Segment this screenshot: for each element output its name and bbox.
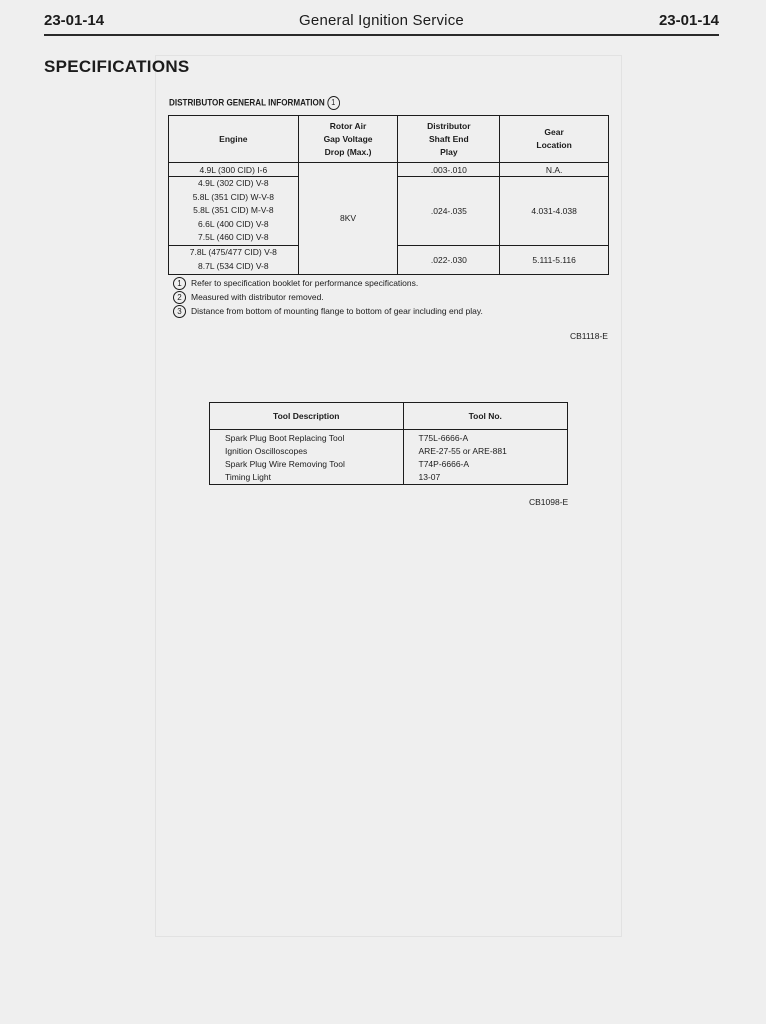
footnote-number: 3 xyxy=(173,305,186,318)
footnote-text: Distance from bottom of mounting flange to bottom of gear including end play. xyxy=(191,306,483,316)
rotor-voltage-cell: 8KV xyxy=(298,163,398,275)
gear-location-cell: 5.111-5.116 xyxy=(500,245,609,274)
gear-location-cell: 4.031-4.038 xyxy=(500,177,609,246)
engine-line: 5.8L (351 CID) M-V-8 xyxy=(193,205,274,215)
header-line: Gap Voltage xyxy=(323,133,373,144)
table-header-row xyxy=(169,116,609,163)
header-line: Distributor xyxy=(427,120,471,131)
tool-description-cell: Spark Plug Wire Removing Tool xyxy=(210,458,404,471)
header-line: Rotor Air xyxy=(329,120,367,131)
footnote-number: 1 xyxy=(173,277,186,290)
shaft-play-cell: .003-.010 xyxy=(398,163,500,177)
footnote-marker: 1 xyxy=(327,96,340,110)
table-row xyxy=(210,445,568,458)
tool-description-cell: Spark Plug Boot Replacing Tool xyxy=(210,430,404,446)
footnote-text: Refer to specification booklet for performance specifications. xyxy=(191,278,419,288)
footnote-number: 2 xyxy=(173,291,186,304)
engine-line: 7.5L (460 CID) V-8 xyxy=(198,232,269,242)
engine-cell: 4.9L (300 CID) I-6 xyxy=(169,163,299,177)
header-line: Location xyxy=(536,140,572,150)
header-line: Shaft End xyxy=(429,133,469,144)
tool-description-cell: Ignition Oscilloscopes xyxy=(210,445,404,458)
page-number-left: 23-01-14 xyxy=(44,12,105,29)
table-row xyxy=(210,471,568,485)
tool-number-cell: T75L-6666-A xyxy=(403,430,568,446)
table-row xyxy=(210,430,568,446)
engine-line: 6.6L (400 CID) V-8 xyxy=(198,218,269,229)
distributor-table xyxy=(168,115,609,275)
table-row xyxy=(169,163,609,177)
distributor-title-text: DISTRIBUTOR GENERAL INFORMATION xyxy=(169,97,325,108)
tool-number-cell: ARE-27-55 or ARE-881 xyxy=(403,445,568,458)
col-header-engine: Engine xyxy=(169,116,299,163)
col-header-tool-number: Tool No. xyxy=(403,403,568,430)
col-header-gear xyxy=(500,116,609,163)
footnote xyxy=(173,290,483,304)
page-number-right: 23-01-14 xyxy=(658,12,719,29)
section-title: SPECIFICATIONS xyxy=(44,57,190,76)
figure-code: CB1098-E xyxy=(529,497,569,507)
header-line: Gear xyxy=(544,127,564,137)
gear-location-cell: N.A. xyxy=(500,163,609,177)
page-header xyxy=(44,12,719,36)
figure-code: CB1118-E xyxy=(570,331,608,341)
footnote xyxy=(173,304,483,318)
table-row xyxy=(210,458,568,471)
tool-number-cell: 13-07 xyxy=(403,471,568,485)
tool-table xyxy=(209,402,568,485)
table-header-row xyxy=(210,403,568,430)
page-header-title: General Ignition Service xyxy=(299,12,464,29)
col-header-rotor xyxy=(298,116,398,163)
col-header-shaft xyxy=(398,116,500,163)
engine-line: 4.9L (302 CID) V-8 xyxy=(198,178,269,188)
shaft-play-cell: .024-.035 xyxy=(398,177,500,246)
col-header-tool-description: Tool Description xyxy=(210,403,404,430)
engine-line: 8.7L (534 CID) V-8 xyxy=(198,260,269,271)
engine-line: 5.8L (351 CID) W-V-8 xyxy=(192,191,274,202)
distributor-table-title xyxy=(169,96,340,110)
engine-cell xyxy=(169,245,299,274)
header-line: Drop (Max.) xyxy=(324,146,372,157)
tool-number-cell: T74P-6666-A xyxy=(403,458,568,471)
shaft-play-cell: .022-.030 xyxy=(398,245,500,274)
footnotes xyxy=(173,276,483,318)
engine-line: 7.8L (475/477 CID) V-8 xyxy=(189,247,277,257)
footnote-text: Measured with distributor removed. xyxy=(191,292,324,302)
footnote xyxy=(173,276,483,290)
engine-cell xyxy=(169,177,299,246)
tool-description-cell: Timing Light xyxy=(210,471,404,485)
header-line: Play xyxy=(440,146,458,157)
